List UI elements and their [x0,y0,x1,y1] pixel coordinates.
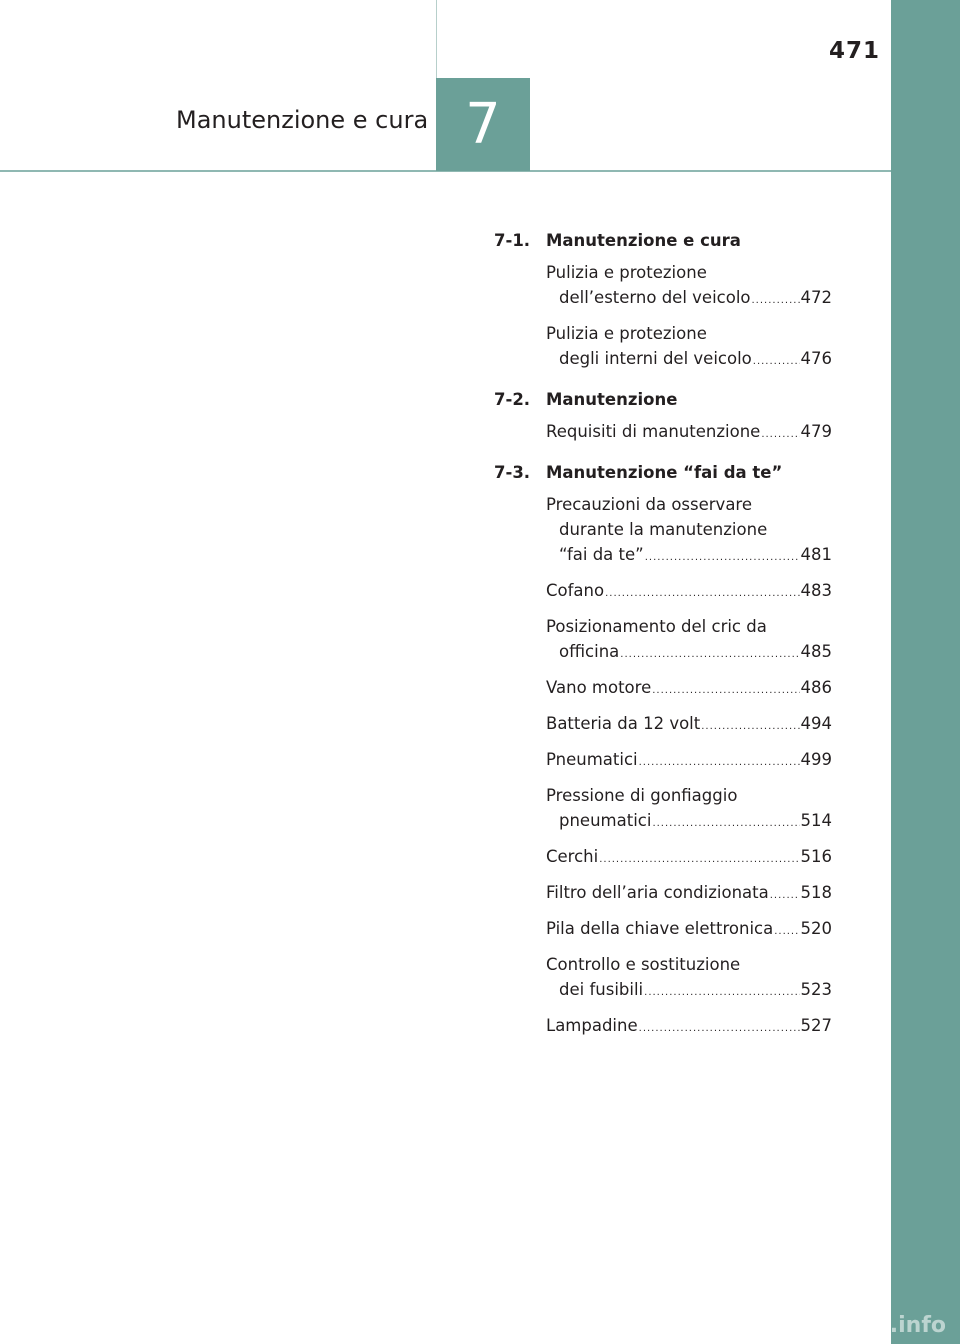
toc-page-number: 481 [800,545,832,564]
toc-section [494,461,832,1041]
toc-dot-leader [761,422,799,447]
toc-section-number: 7-2. [494,390,531,409]
toc-entry[interactable] [546,614,832,667]
toc-dot-leader [752,288,800,313]
toc-dot-leader [774,919,799,944]
toc-entry-row [546,880,832,908]
toc-page-number: 494 [800,714,832,733]
toc-entry-text: Pressione di gonfiaggio [546,786,738,805]
toc-entry-row [546,808,832,836]
toc-entry-row [546,346,832,374]
toc-page-number: 527 [800,1016,832,1035]
toc-entry-text: Vano motore [546,678,652,697]
toc-page-number: 472 [800,288,832,307]
toc-dot-leader [652,811,799,836]
toc-dot-leader [639,1016,800,1041]
chapter-side-band [891,0,960,1344]
toc-entry-row [546,1013,832,1041]
toc-entry-text: “fai da te” [559,545,644,564]
toc-entry-text: durante la manutenzione [559,520,768,539]
toc-dot-leader [644,980,799,1005]
toc-entry-text: Posizionamento del cric da [546,617,767,636]
chapter-title: Manutenzione e cura [176,106,429,134]
toc-entry-row [546,419,832,447]
toc-dot-leader [753,349,800,374]
toc-entry-row [546,977,832,1005]
toc-dot-leader [652,678,799,703]
chapter-number-tab [436,78,530,171]
toc-dot-leader [605,581,799,606]
toc-entry[interactable] [546,260,832,313]
toc-entry[interactable] [546,952,832,1005]
toc-entry[interactable] [546,675,832,703]
toc-section-heading [494,461,832,485]
toc-entry-row [546,675,832,703]
toc-entry-row [546,844,832,872]
toc-page-number: 518 [800,883,832,902]
watermark: carmanualsonline.info [670,1313,946,1338]
toc-page-number: 514 [800,811,832,830]
header-divider-vertical [436,0,437,78]
toc-entry[interactable] [546,419,832,447]
toc-page-number: 479 [800,422,832,441]
toc-entry-row [546,711,832,739]
toc-entry-text: Batteria da 12 volt [546,714,701,733]
toc-entry-text: Lampadine [546,1016,638,1035]
toc-page-number: 499 [800,750,832,769]
toc-section [494,229,832,374]
toc-entry[interactable] [546,321,832,374]
toc-dot-leader [639,750,800,775]
toc-entry-text: Cofano [546,581,605,600]
toc-entry[interactable] [546,578,832,606]
toc-entry-text: Precauzioni da osservare [546,495,753,514]
toc-dot-leader [620,642,799,667]
toc-page-number: 483 [800,581,832,600]
toc-section-heading [494,229,832,253]
toc-entry[interactable] [546,747,832,775]
toc-section-title: Manutenzione e cura [546,231,741,250]
toc-entry-text: dell’esterno del veicolo [559,288,751,307]
toc-dot-leader [701,714,799,739]
toc-section-heading [494,388,832,412]
toc-dot-leader [770,883,800,908]
toc-entry[interactable] [546,492,832,570]
toc-dot-leader [645,545,800,570]
toc-page-number: 485 [800,642,832,661]
toc-page-number: 486 [800,678,832,697]
toc-entry-row [546,639,832,667]
toc-page-number: 476 [800,349,832,368]
table-of-contents [494,229,832,1055]
toc-entry-text: Controllo e sostituzione [546,955,741,974]
toc-entry-text: Pulizia e protezione [546,324,707,343]
toc-entry-text: degli interni del veicolo [559,349,752,368]
toc-entry-text: Pila della chiave elettronica [546,919,774,938]
toc-entry[interactable] [546,880,832,908]
toc-dot-leader [599,847,799,872]
toc-entry-row [546,916,832,944]
toc-entry-row [546,747,832,775]
toc-entry[interactable] [546,916,832,944]
toc-entry-text: pneumatici [559,811,652,830]
toc-entry[interactable] [546,844,832,872]
toc-page-number: 516 [800,847,832,866]
page-number: 471 [828,38,880,64]
toc-section-number: 7-3. [494,463,531,482]
toc-entry[interactable] [546,783,832,836]
toc-page-number: 520 [800,919,832,938]
toc-section-number: 7-1. [494,231,531,250]
toc-entry-text: Cerchi [546,847,599,866]
toc-entry-row [546,578,832,606]
toc-entry-text: Filtro dell’aria condizionata [546,883,769,902]
toc-entry-text: Requisiti di manutenzione [546,422,761,441]
toc-entry-row [546,542,832,570]
toc-entry-text: officina [559,642,620,661]
toc-section-title: Manutenzione “fai da te” [546,463,783,482]
toc-section-title: Manutenzione [546,390,678,409]
toc-entry-text: dei fusibili [559,980,644,999]
toc-entry-text: Pneumatici [546,750,638,769]
toc-entry-row [546,285,832,313]
toc-entry[interactable] [546,711,832,739]
toc-entry-text: Pulizia e protezione [546,263,707,282]
toc-page-number: 523 [800,980,832,999]
chapter-number: 7 [465,92,501,157]
toc-entry[interactable] [546,1013,832,1041]
toc-section [494,388,832,447]
